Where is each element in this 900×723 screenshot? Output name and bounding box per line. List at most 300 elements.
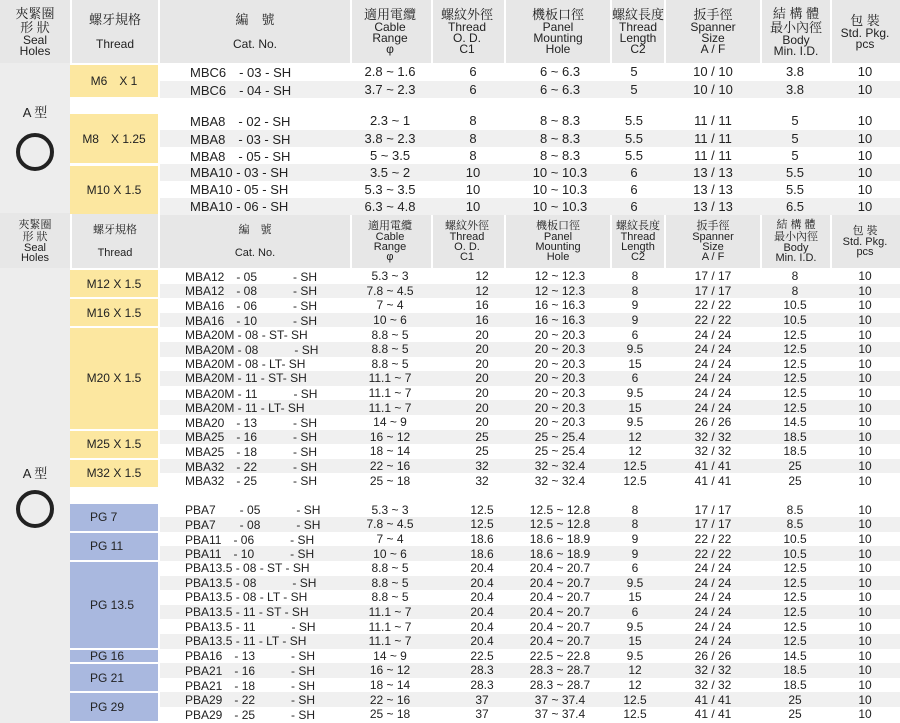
header-hole bbox=[504, 213, 612, 268]
cell-body: 10.5 bbox=[783, 532, 807, 547]
table-row bbox=[160, 663, 900, 678]
cell-af: 32 / 32 bbox=[694, 429, 732, 444]
table-row bbox=[160, 371, 900, 386]
cell-length: 8 bbox=[631, 283, 639, 298]
type-label-1: A 型 bbox=[22, 105, 48, 120]
cell-length: 8 bbox=[631, 502, 639, 517]
cell-catno: MBA32 - 25 - SH bbox=[185, 474, 318, 489]
cell-length: 15 bbox=[628, 590, 642, 605]
cell-length: 15 bbox=[628, 400, 642, 415]
cell-body: 25 bbox=[788, 459, 802, 474]
cell-pkg: 10 bbox=[858, 619, 872, 634]
cell-od: 20 bbox=[475, 400, 489, 415]
header-line: 編 號 bbox=[238, 223, 272, 236]
cell-range: 8.8 ~ 5 bbox=[371, 575, 409, 590]
cell-catno: MBA10 - 05 - SH bbox=[190, 182, 289, 198]
cell-catno: MBA8 - 02 - SH bbox=[190, 114, 291, 130]
cell-catno: PBA11 - 10 - SH bbox=[185, 547, 315, 562]
cell-length: 9 bbox=[631, 313, 639, 328]
cell-range: 10 ~ 6 bbox=[373, 546, 407, 561]
header-af bbox=[664, 213, 762, 268]
header-line: 形 狀 bbox=[20, 19, 50, 35]
cell-af: 24 / 24 bbox=[694, 371, 732, 386]
cell-af: 13 / 13 bbox=[693, 182, 733, 198]
header-thread bbox=[70, 213, 160, 268]
cell-range: 2.8 ~ 1.6 bbox=[364, 64, 416, 80]
header-line: φ bbox=[386, 42, 394, 56]
cell-hole: 8 ~ 8.3 bbox=[539, 113, 581, 129]
cell-af: 17 / 17 bbox=[694, 269, 732, 284]
header-seal bbox=[0, 213, 70, 268]
cell-hole: 16 ~ 16.3 bbox=[534, 298, 586, 313]
cell-pkg: 10 bbox=[857, 199, 873, 215]
header-line: Thread bbox=[97, 246, 133, 259]
cell-od: 12 bbox=[475, 269, 489, 284]
cell-af: 22 / 22 bbox=[694, 313, 732, 328]
cell-length: 12.5 bbox=[623, 473, 647, 488]
header-hole bbox=[504, 0, 612, 63]
cell-range: 2.3 ~ 1 bbox=[369, 113, 411, 129]
table-header-2 bbox=[0, 213, 900, 268]
cell-pkg: 10 bbox=[857, 113, 873, 129]
cell-catno: MBA20M - 11 - LT- SH bbox=[185, 400, 305, 415]
cell-length: 5.5 bbox=[624, 130, 644, 146]
header-line: Size bbox=[701, 31, 725, 45]
table-row bbox=[160, 634, 900, 649]
cell-af: 10 / 10 bbox=[693, 81, 733, 97]
cell-hole: 6 ~ 6.3 bbox=[539, 64, 581, 80]
cell-range: 5.3 ~ 3 bbox=[371, 502, 409, 517]
cell-catno: PBA13.5 - 11 - SH bbox=[185, 620, 316, 635]
cell-catno: MBA10 - 03 - SH bbox=[190, 165, 289, 181]
cell-catno: MBC6 - 03 - SH bbox=[190, 65, 292, 81]
header-line: Min. I.D. bbox=[773, 43, 819, 58]
cell-pkg: 10 bbox=[858, 313, 872, 328]
cell-length: 9.5 bbox=[626, 342, 644, 357]
cell-catno: PBA7 - 05 - SH bbox=[185, 503, 321, 518]
cell-catno: PBA21 - 16 - SH bbox=[185, 663, 316, 678]
header-thread bbox=[70, 0, 160, 63]
header-line: 機板口徑 bbox=[531, 7, 584, 22]
cell-pkg: 10 bbox=[857, 130, 873, 146]
header-line: 包 裝 bbox=[852, 224, 878, 237]
cell-pkg: 10 bbox=[858, 444, 872, 459]
cell-catno: PBA13.5 - 08 - ST - SH bbox=[185, 561, 310, 576]
table-row bbox=[160, 503, 900, 518]
cell-range: 22 ~ 16 bbox=[369, 459, 411, 474]
header-line: Spanner bbox=[690, 20, 736, 34]
cell-catno: MBA20M - 11 - SH bbox=[185, 386, 318, 401]
cell-body: 8.5 bbox=[786, 502, 804, 517]
cell-pkg: 10 bbox=[858, 575, 872, 590]
header-line: Cable bbox=[374, 20, 406, 34]
cell-body: 8 bbox=[791, 269, 799, 284]
header-line: 形 狀 bbox=[22, 230, 48, 243]
table-row bbox=[160, 473, 900, 488]
cell-length: 15 bbox=[628, 356, 642, 371]
header-af bbox=[664, 0, 762, 63]
header-line: Thread bbox=[618, 20, 658, 34]
cell-hole: 20.4 ~ 20.7 bbox=[529, 605, 591, 620]
cell-hole: 6 ~ 6.3 bbox=[539, 81, 581, 97]
cell-od: 12.5 bbox=[470, 517, 494, 532]
cell-range: 18 ~ 14 bbox=[369, 678, 411, 693]
cell-od: 20 bbox=[475, 415, 489, 430]
cell-pkg: 10 bbox=[857, 148, 873, 164]
cell-af: 26 / 26 bbox=[694, 648, 732, 663]
cell-length: 12.5 bbox=[623, 692, 647, 707]
cell-length: 9.5 bbox=[626, 619, 644, 634]
table-row bbox=[160, 81, 900, 98]
cell-length: 12.5 bbox=[623, 459, 647, 474]
cell-body: 12.5 bbox=[783, 400, 807, 415]
cell-catno: PBA13.5 - 08 - LT - SH bbox=[185, 590, 308, 605]
cell-catno: MBA32 - 22 - SH bbox=[185, 459, 318, 474]
type-label-2: A 型 bbox=[22, 466, 48, 481]
cell-body: 5 bbox=[791, 148, 799, 164]
cell-pkg: 10 bbox=[858, 327, 872, 342]
cell-length: 9.5 bbox=[626, 575, 644, 590]
table-row bbox=[160, 678, 900, 693]
cell-catno: MBA20M - 11 - ST- SH bbox=[185, 371, 307, 386]
cell-catno: MBA8 - 03 - SH bbox=[190, 131, 291, 147]
cell-hole: 8 ~ 8.3 bbox=[539, 130, 581, 146]
cell-body: 14.5 bbox=[783, 415, 807, 430]
cell-af: 24 / 24 bbox=[694, 619, 732, 634]
cell-hole: 12 ~ 12.3 bbox=[534, 269, 586, 284]
cell-hole: 20.4 ~ 20.7 bbox=[529, 561, 591, 576]
header-line: Length bbox=[621, 240, 655, 253]
cell-hole: 16 ~ 16.3 bbox=[534, 313, 586, 328]
cell-catno: MBC6 - 04 - SH bbox=[190, 82, 292, 98]
cell-catno: MBA25 - 16 - SH bbox=[185, 430, 318, 445]
header-line: Range bbox=[372, 31, 408, 45]
cell-pkg: 10 bbox=[858, 415, 872, 430]
cell-catno: PBA29 - 22 - SH bbox=[185, 693, 316, 708]
cell-od: 8 bbox=[469, 113, 477, 129]
cell-od: 20 bbox=[475, 386, 489, 401]
cell-od: 20.4 bbox=[470, 619, 494, 634]
header-line: Holes bbox=[19, 43, 51, 58]
cell-range: 16 ~ 12 bbox=[369, 663, 411, 678]
cell-length: 9.5 bbox=[626, 648, 644, 663]
table-row bbox=[160, 517, 900, 532]
cell-body: 18.5 bbox=[783, 663, 807, 678]
cell-af: 11 / 11 bbox=[694, 113, 732, 129]
cell-pkg: 10 bbox=[858, 429, 872, 444]
header-line: Size bbox=[702, 240, 724, 253]
cell-hole: 12.5 ~ 12.8 bbox=[529, 517, 591, 532]
cell-pkg: 10 bbox=[857, 64, 873, 80]
cell-range: 6.3 ~ 4.8 bbox=[364, 199, 416, 215]
thread-spec-cell: PG 7 bbox=[70, 504, 158, 531]
cell-od: 18.6 bbox=[470, 546, 494, 561]
header-line: Holes bbox=[20, 251, 50, 264]
cell-pkg: 10 bbox=[858, 590, 872, 605]
cell-range: 8.8 ~ 5 bbox=[371, 356, 409, 371]
cell-body: 8 bbox=[791, 283, 799, 298]
table-row bbox=[160, 269, 900, 284]
header-line: Thread bbox=[449, 230, 485, 243]
header-line: Std. Pkg. bbox=[840, 25, 890, 40]
cell-af: 24 / 24 bbox=[694, 605, 732, 620]
cell-length: 9.5 bbox=[626, 386, 644, 401]
cell-range: 22 ~ 16 bbox=[369, 692, 411, 707]
cell-range: 5.3 ~ 3 bbox=[371, 269, 409, 284]
table-row bbox=[160, 130, 900, 147]
cell-af: 22 / 22 bbox=[694, 532, 732, 547]
header-line: O. D. bbox=[452, 31, 481, 45]
header-line: Spanner bbox=[692, 230, 734, 243]
cell-body: 3.8 bbox=[785, 81, 805, 97]
table-row bbox=[160, 561, 900, 576]
header-length bbox=[612, 213, 664, 268]
thread-spec-cell: PG 29 bbox=[70, 693, 158, 720]
header-line: 螺牙規格 bbox=[88, 12, 141, 27]
cell-length: 9 bbox=[631, 532, 639, 547]
cell-od: 28.3 bbox=[470, 663, 494, 678]
header-catno bbox=[160, 0, 350, 63]
cell-range: 10 ~ 6 bbox=[373, 313, 407, 328]
cell-length: 6 bbox=[631, 605, 639, 620]
cell-pkg: 10 bbox=[858, 517, 872, 532]
cell-af: 41 / 41 bbox=[694, 707, 732, 722]
cell-pkg: 10 bbox=[857, 81, 873, 97]
cell-od: 18.6 bbox=[470, 532, 494, 547]
header-line: A / F bbox=[700, 42, 726, 56]
cell-af: 32 / 32 bbox=[694, 663, 732, 678]
header-line: Cat. No. bbox=[234, 246, 276, 259]
header-line: 扳手徑 bbox=[693, 7, 733, 22]
thread-spec-cell: M8 X 1.25 bbox=[70, 114, 158, 163]
cell-pkg: 10 bbox=[858, 707, 872, 722]
cell-af: 41 / 41 bbox=[694, 473, 732, 488]
cell-length: 12 bbox=[628, 444, 642, 459]
cell-od: 16 bbox=[475, 313, 489, 328]
table-header-1 bbox=[0, 0, 900, 63]
header-line: Std. Pkg. bbox=[842, 235, 888, 248]
cell-pkg: 10 bbox=[858, 546, 872, 561]
cell-od: 32 bbox=[475, 473, 489, 488]
cell-af: 24 / 24 bbox=[694, 634, 732, 649]
cell-od: 10 bbox=[465, 182, 481, 198]
cell-od: 32 bbox=[475, 459, 489, 474]
cell-body: 5 bbox=[791, 113, 799, 129]
cell-od: 28.3 bbox=[470, 678, 494, 693]
cell-catno: MBA12 - 05 - SH bbox=[185, 269, 318, 284]
table-row bbox=[160, 284, 900, 299]
cell-range: 11.1 ~ 7 bbox=[368, 386, 412, 401]
cell-od: 20.4 bbox=[470, 561, 494, 576]
cell-range: 8.8 ~ 5 bbox=[371, 561, 409, 576]
cell-body: 12.5 bbox=[783, 605, 807, 620]
header-line: Mounting bbox=[535, 240, 581, 253]
header-line: Cat. No. bbox=[232, 37, 277, 51]
cell-catno: PBA21 - 18 - SH bbox=[185, 678, 316, 693]
cell-body: 12.5 bbox=[783, 386, 807, 401]
header-line: Min. I.D. bbox=[775, 251, 817, 264]
header-line: Body bbox=[783, 241, 809, 254]
cell-od: 16 bbox=[475, 298, 489, 313]
cell-od: 20 bbox=[475, 327, 489, 342]
cell-catno: MBA10 - 06 - SH bbox=[190, 199, 289, 215]
cell-length: 5.5 bbox=[624, 113, 644, 129]
header-line: Range bbox=[373, 240, 407, 253]
cell-length: 6 bbox=[631, 371, 639, 386]
cell-body: 3.8 bbox=[785, 64, 805, 80]
header-line: 最小內徑 bbox=[774, 230, 818, 243]
cell-hole: 37 ~ 37.4 bbox=[534, 707, 586, 722]
cell-range: 11.1 ~ 7 bbox=[368, 634, 412, 649]
cell-od: 10 bbox=[465, 199, 481, 215]
cell-od: 20.4 bbox=[470, 605, 494, 620]
cell-od: 20 bbox=[475, 342, 489, 357]
cell-pkg: 10 bbox=[858, 298, 872, 313]
header-line: C2 bbox=[630, 250, 646, 263]
cell-af: 22 / 22 bbox=[694, 546, 732, 561]
table-row bbox=[160, 63, 900, 80]
cell-af: 32 / 32 bbox=[694, 444, 732, 459]
cell-od: 6 bbox=[469, 64, 477, 80]
header-range bbox=[350, 213, 430, 268]
table-row bbox=[160, 327, 900, 342]
header-line: O. D. bbox=[454, 240, 480, 253]
header-line: pcs bbox=[856, 245, 874, 258]
cell-hole: 25 ~ 25.4 bbox=[534, 444, 586, 459]
cell-od: 22.5 bbox=[470, 648, 494, 663]
cell-range: 14 ~ 9 bbox=[373, 648, 407, 663]
thread-spec-cell: M32 X 1.5 bbox=[70, 460, 158, 487]
cell-catno: PBA13.5 - 08 - SH bbox=[185, 576, 317, 591]
cell-pkg: 10 bbox=[858, 269, 872, 284]
cell-length: 6 bbox=[630, 182, 638, 198]
header-line: C2 bbox=[630, 42, 646, 56]
cell-hole: 32 ~ 32.4 bbox=[534, 473, 586, 488]
cell-range: 5.3 ~ 3.5 bbox=[364, 182, 416, 198]
cell-af: 17 / 17 bbox=[694, 502, 732, 517]
table-row bbox=[160, 386, 900, 401]
header-line: C1 bbox=[459, 250, 475, 263]
header-line: 螺牙規格 bbox=[93, 223, 137, 236]
header-line: 夾緊圈 bbox=[18, 218, 52, 231]
header-line: Hole bbox=[545, 42, 571, 56]
table-row bbox=[160, 576, 900, 591]
cell-hole: 20 ~ 20.3 bbox=[534, 342, 586, 357]
header-line: Mounting bbox=[533, 31, 583, 45]
header-line: Seal bbox=[22, 32, 48, 47]
cell-catno: MBA12 - 08 - SH bbox=[185, 284, 318, 299]
header-line: 螺紋外徑 bbox=[440, 7, 493, 22]
cell-range: 7 ~ 4 bbox=[376, 532, 404, 547]
cell-range: 7 ~ 4 bbox=[376, 298, 404, 313]
cell-range: 3.5 ~ 2 bbox=[369, 165, 411, 181]
cell-af: 24 / 24 bbox=[694, 356, 732, 371]
cell-pkg: 10 bbox=[858, 605, 872, 620]
cell-range: 7.8 ~ 4.5 bbox=[366, 283, 414, 298]
cell-range: 3.8 ~ 2.3 bbox=[364, 130, 416, 146]
cell-pkg: 10 bbox=[858, 386, 872, 401]
header-line: 螺紋長度 bbox=[616, 219, 660, 232]
cell-range: 3.7 ~ 2.3 bbox=[364, 81, 416, 97]
header-line: 結 構 體 bbox=[772, 5, 820, 21]
header-line: 扳手徑 bbox=[696, 219, 730, 232]
cell-catno: MBA20M - 08 - ST- SH bbox=[185, 327, 308, 342]
cell-od: 12 bbox=[475, 283, 489, 298]
cell-af: 22 / 22 bbox=[694, 298, 732, 313]
cell-pkg: 10 bbox=[858, 371, 872, 386]
cell-od: 6 bbox=[469, 81, 477, 97]
thread-spec-cell: M16 X 1.5 bbox=[70, 299, 158, 326]
cell-body: 5 bbox=[791, 130, 799, 146]
cell-pkg: 10 bbox=[858, 663, 872, 678]
table-row bbox=[160, 313, 900, 328]
cell-range: 8.8 ~ 5 bbox=[371, 342, 409, 357]
cell-body: 12.5 bbox=[783, 327, 807, 342]
cell-body: 8.5 bbox=[786, 517, 804, 532]
cell-length: 6 bbox=[630, 165, 638, 181]
header-catno bbox=[160, 213, 350, 268]
cell-hole: 20.4 ~ 20.7 bbox=[529, 575, 591, 590]
cell-body: 12.5 bbox=[783, 575, 807, 590]
cell-body: 18.5 bbox=[783, 444, 807, 459]
cell-body: 10.5 bbox=[783, 546, 807, 561]
cell-af: 24 / 24 bbox=[694, 400, 732, 415]
cell-body: 14.5 bbox=[783, 648, 807, 663]
cell-body: 12.5 bbox=[783, 371, 807, 386]
cell-length: 8 bbox=[631, 517, 639, 532]
cell-af: 24 / 24 bbox=[694, 575, 732, 590]
cell-catno: MBA20M - 08 - SH bbox=[185, 342, 319, 357]
cell-catno: MBA16 - 10 - SH bbox=[185, 313, 318, 328]
header-length bbox=[612, 0, 664, 63]
cell-hole: 12 ~ 12.3 bbox=[534, 283, 586, 298]
cell-hole: 20.4 ~ 20.7 bbox=[529, 619, 591, 634]
header-line: Length bbox=[619, 31, 657, 45]
cell-af: 13 / 13 bbox=[693, 165, 733, 181]
cell-pkg: 10 bbox=[858, 473, 872, 488]
cell-length: 6 bbox=[630, 199, 638, 215]
header-line: Thread bbox=[620, 230, 656, 243]
cell-body: 12.5 bbox=[783, 561, 807, 576]
cell-hole: 28.3 ~ 28.7 bbox=[529, 678, 591, 693]
thread-spec-cell: M25 X 1.5 bbox=[70, 431, 158, 458]
cell-hole: 12.5 ~ 12.8 bbox=[529, 502, 591, 517]
cell-pkg: 10 bbox=[858, 502, 872, 517]
cell-range: 14 ~ 9 bbox=[373, 415, 407, 430]
cell-body: 12.5 bbox=[783, 356, 807, 371]
cell-range: 11.1 ~ 7 bbox=[368, 400, 412, 415]
cell-body: 12.5 bbox=[783, 634, 807, 649]
header-line: φ bbox=[386, 250, 394, 263]
table-row bbox=[160, 444, 900, 459]
cell-af: 11 / 11 bbox=[694, 130, 732, 146]
cell-range: 16 ~ 12 bbox=[369, 429, 411, 444]
header-line: Thread bbox=[447, 20, 487, 34]
cell-catno: MBA25 - 18 - SH bbox=[185, 444, 318, 459]
cell-af: 17 / 17 bbox=[694, 283, 732, 298]
cell-od: 12.5 bbox=[470, 502, 494, 517]
cell-body: 12.5 bbox=[783, 342, 807, 357]
header-line: 編 號 bbox=[235, 12, 275, 27]
cell-catno: MBA8 - 05 - SH bbox=[190, 149, 291, 165]
cell-catno: PBA13.5 - 11 - LT - SH bbox=[185, 634, 307, 649]
cell-hole: 32 ~ 32.4 bbox=[534, 459, 586, 474]
cell-od: 8 bbox=[469, 130, 477, 146]
cell-hole: 20.4 ~ 20.7 bbox=[529, 634, 591, 649]
cell-af: 41 / 41 bbox=[694, 692, 732, 707]
cell-length: 5 bbox=[630, 64, 638, 80]
cell-hole: 18.6 ~ 18.9 bbox=[529, 546, 591, 561]
